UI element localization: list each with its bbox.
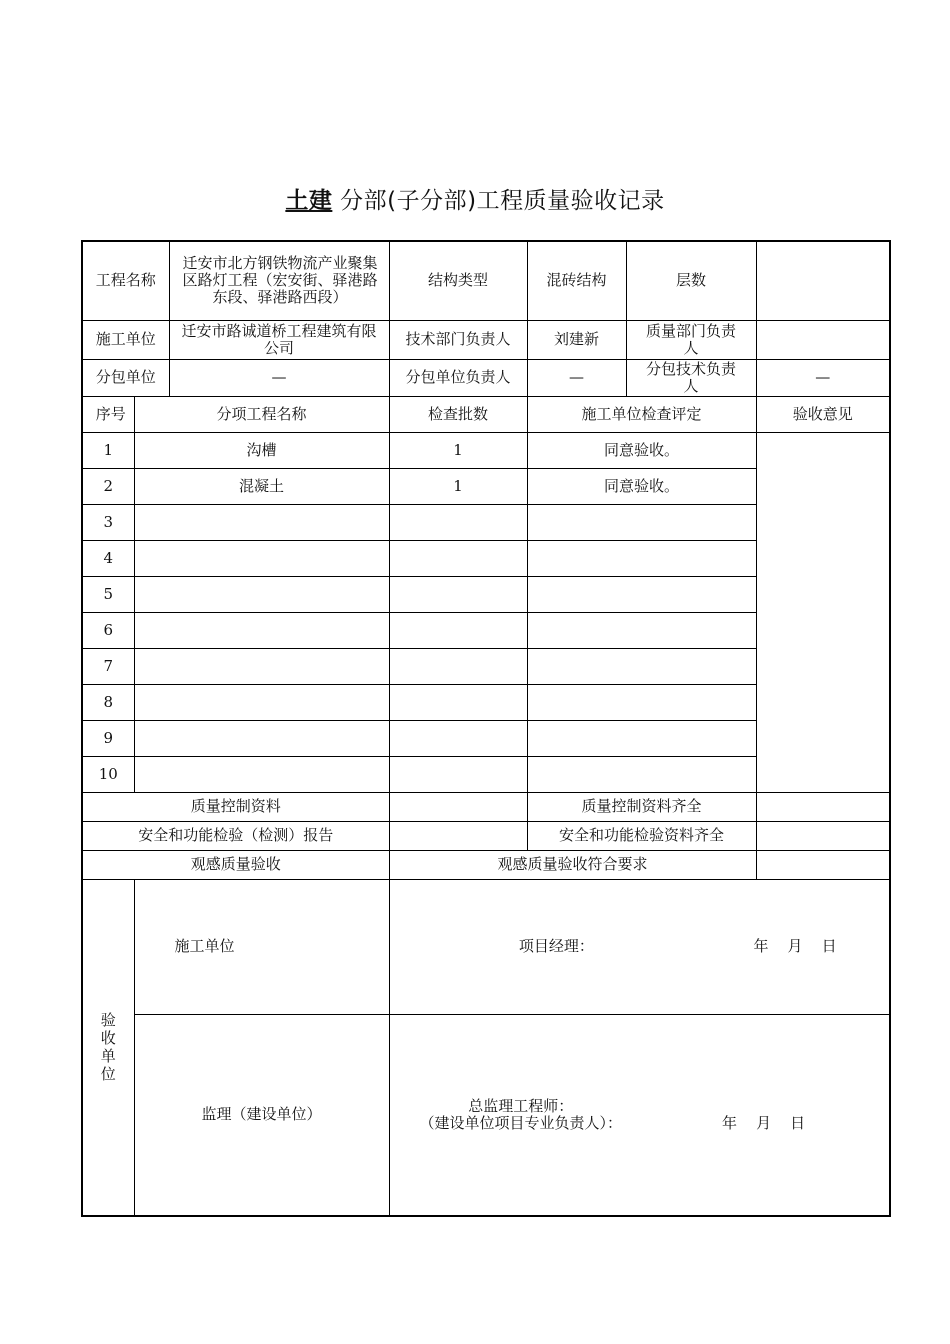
row-batches bbox=[389, 504, 527, 540]
signoff-group-label-cell bbox=[82, 879, 134, 1216]
sub-head-label: 分包单位负责人 bbox=[389, 359, 527, 396]
sub-head-value: — bbox=[527, 359, 626, 396]
row-no: 7 bbox=[82, 648, 134, 684]
visual-value: 观感质量验收符合要求 bbox=[389, 850, 756, 879]
quality-head-value bbox=[756, 320, 890, 359]
floors-label: 层数 bbox=[626, 241, 756, 320]
row-eval bbox=[527, 612, 756, 648]
safety-opinion bbox=[756, 821, 890, 850]
summary-row-visual bbox=[82, 850, 890, 879]
row-batches: 1 bbox=[389, 432, 527, 468]
row-batches bbox=[389, 612, 527, 648]
row-eval: 同意验收。 bbox=[527, 468, 756, 504]
row-eval: 同意验收。 bbox=[527, 432, 756, 468]
row-no: 4 bbox=[82, 540, 134, 576]
summary-row-qc bbox=[82, 792, 890, 821]
col-batches: 检查批数 bbox=[389, 396, 527, 432]
visual-opinion bbox=[756, 850, 890, 879]
row-no: 2 bbox=[82, 468, 134, 504]
structure-type-value: 混砖结构 bbox=[527, 241, 626, 320]
row-no: 5 bbox=[82, 576, 134, 612]
row-no: 1 bbox=[82, 432, 134, 468]
title-discipline: 土建 bbox=[285, 188, 333, 214]
acceptance-record-table bbox=[81, 240, 891, 1217]
safety-batches bbox=[389, 821, 527, 850]
floors-value bbox=[756, 241, 890, 320]
row-item-name bbox=[134, 540, 389, 576]
tech-head-label: 技术部门负责人 bbox=[389, 320, 527, 359]
row-no: 6 bbox=[82, 612, 134, 648]
signoff-row-supervisor bbox=[82, 1014, 890, 1216]
safety-value: 安全和功能检验资料齐全 bbox=[527, 821, 756, 850]
row-batches bbox=[389, 540, 527, 576]
summary-row-safety bbox=[82, 821, 890, 850]
chief-sub-label: （建设单位项目专业负责人）： bbox=[419, 1113, 623, 1132]
row-batches bbox=[389, 576, 527, 612]
signoff-group-label: 验收单位 bbox=[100, 1011, 116, 1084]
quality-head-label: 质量部门负责人 bbox=[626, 320, 756, 359]
row-batches bbox=[389, 648, 527, 684]
contractor-value: 迁安市路诚道桥工程建筑有限公司 bbox=[169, 320, 389, 359]
row-no: 9 bbox=[82, 720, 134, 756]
col-item-name: 分项工程名称 bbox=[134, 396, 389, 432]
row-batches bbox=[389, 756, 527, 792]
row-item-name bbox=[134, 684, 389, 720]
col-contractor-eval: 施工单位检查评定 bbox=[527, 396, 756, 432]
date-label-2: 年 月 日 bbox=[722, 1113, 806, 1132]
signoff-supervisor-cell bbox=[389, 1014, 890, 1216]
signoff-supervisor-label: 监理（建设单位） bbox=[134, 1014, 389, 1216]
sub-tech-head-value: — bbox=[756, 359, 890, 396]
structure-type-label: 结构类型 bbox=[389, 241, 527, 320]
row-no: 8 bbox=[82, 684, 134, 720]
row-item-name: 混凝土 bbox=[134, 468, 389, 504]
page-title bbox=[0, 182, 950, 215]
visual-label: 观感质量验收 bbox=[82, 850, 389, 879]
signoff-row-contractor bbox=[82, 879, 890, 1014]
chief-engineer-block bbox=[420, 1098, 623, 1132]
column-header-row bbox=[82, 396, 890, 432]
col-no: 序号 bbox=[82, 396, 134, 432]
row-eval bbox=[527, 720, 756, 756]
project-name-value: 迁安市北方钢铁物流产业聚集区路灯工程（宏安街、驿港路东段、驿港路西段） bbox=[169, 241, 389, 320]
contractor-label: 施工单位 bbox=[82, 320, 169, 359]
row-item-name bbox=[134, 612, 389, 648]
date-label: 年 月 日 bbox=[753, 937, 837, 955]
subcontractor-label: 分包单位 bbox=[82, 359, 169, 396]
row-eval bbox=[527, 540, 756, 576]
row-item-name bbox=[134, 576, 389, 612]
row-eval bbox=[527, 576, 756, 612]
signoff-contractor-label: 施工单位 bbox=[134, 879, 389, 1014]
row-batches: 1 bbox=[389, 468, 527, 504]
title-text: 分部(子分部)工程质量验收记录 bbox=[340, 188, 665, 214]
project-name-label: 工程名称 bbox=[82, 241, 169, 320]
header-row-contractor bbox=[82, 320, 890, 359]
row-no: 3 bbox=[82, 504, 134, 540]
header-row-project bbox=[82, 241, 890, 320]
title-gap bbox=[332, 188, 340, 214]
subcontractor-value: — bbox=[169, 359, 389, 396]
col-acceptance: 验收意见 bbox=[756, 396, 890, 432]
row-item-name bbox=[134, 720, 389, 756]
row-item-name bbox=[134, 648, 389, 684]
qc-label: 质量控制资料 bbox=[82, 792, 389, 821]
signoff-contractor-cell bbox=[389, 879, 890, 1014]
sub-tech-head-label: 分包技术负责人 bbox=[626, 359, 756, 396]
acceptance-opinion-cell bbox=[756, 432, 890, 792]
supervisor-sign-block bbox=[420, 1098, 887, 1132]
pm-label: 项目经理： bbox=[518, 937, 594, 955]
chief-label: 总监理工程师： bbox=[468, 1096, 574, 1115]
table-row bbox=[82, 432, 890, 468]
row-eval bbox=[527, 684, 756, 720]
row-batches bbox=[389, 720, 527, 756]
qc-opinion bbox=[756, 792, 890, 821]
row-eval bbox=[527, 504, 756, 540]
row-eval bbox=[527, 648, 756, 684]
row-item-name bbox=[134, 504, 389, 540]
row-eval bbox=[527, 756, 756, 792]
tech-head-value: 刘建新 bbox=[527, 320, 626, 359]
row-no: 10 bbox=[82, 756, 134, 792]
row-item-name bbox=[134, 756, 389, 792]
safety-label: 安全和功能检验（检测）报告 bbox=[82, 821, 389, 850]
qc-value: 质量控制资料齐全 bbox=[527, 792, 756, 821]
header-row-subcontractor bbox=[82, 359, 890, 396]
row-batches bbox=[389, 684, 527, 720]
row-item-name: 沟槽 bbox=[134, 432, 389, 468]
qc-batches bbox=[389, 792, 527, 821]
